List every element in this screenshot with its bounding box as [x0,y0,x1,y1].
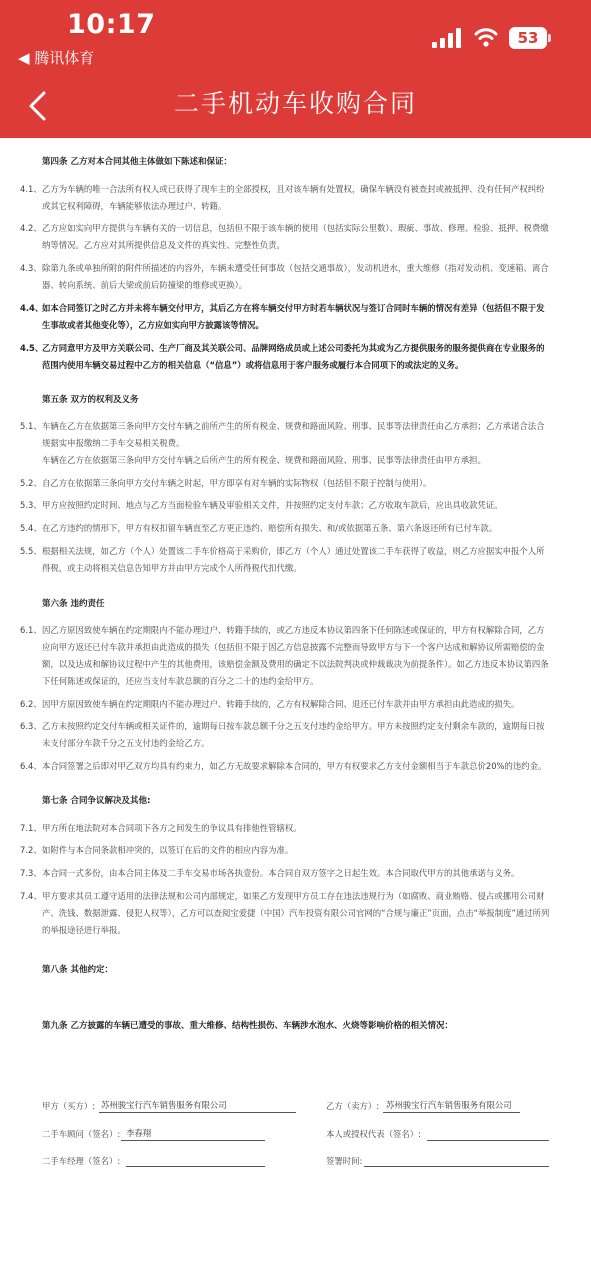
clause-number: 7.3、 [20,868,42,878]
clause-number: 7.2、 [20,845,42,855]
section-4-heading: 第四条 乙方对本合同其他主体做如下陈述和保证： [42,157,232,167]
clause-6-1: 因乙方原因致使车辆在约定期限内不能办理过户、转籍手续的，或乙方违反本协议第四条下任何陈述或保证的，甲方有权解除合同，乙方应向甲方返还已付车款并承担由此造成的损失（包括但不限于因乙方信息披露不完整而导致甲方与下一个客户达成和解协议所需赔偿的金额，以及达成和解协议过程中产生的其他费用，该赔偿金额及费用的确定不以法院判决或仲裁裁决为前提条件）。如乙方违反本协议第四条下任何陈述或保证的，还应当支付车款总额的百分之二十的违约金给甲方。 [42,625,549,686]
clause-4-2: 乙方应如实向甲方提供与车辆有关的一切信息，包括但不限于该车辆的使用（包括实际公里数）、瑕疵、事故、修理、检验、抵押、税费缴纳等情况。乙方应对其所提供信息及文件的真实性、完整性负责。 [42,223,549,250]
clause-number: 4.4、 [20,303,44,313]
clause-7-2: 如附件与本合同条款相冲突的，以签订在后的文件的相应内容为准。 [42,845,294,855]
party-a-value: 苏州骏宝行汽车销售服务有限公司 [101,1100,227,1110]
clause-4-1: 乙方为车辆的唯一合法所有权人或已获得了现车主的全部授权，且对该车辆有处置权，确保车辆没有被查封或被抵押、没有任何产权纠纷或其它权利障碍，车辆能够依法办理过户、转籍。 [42,184,545,211]
clause-number: 7.1、 [20,823,42,833]
clause-number: 4.2、 [20,223,42,233]
authorized-rep-signature-line [427,1140,549,1141]
wifi-icon [474,26,498,48]
clause-5-1-continued: 车辆在乙方在依据第三条向甲方交付车辆之后所产生的所有税金、规费和路面风险、刑事、民事等法律责任由甲方承担。 [42,455,486,465]
party-b-signature-line [383,1112,520,1113]
clause-number: 5.1、 [20,421,42,431]
clause-number: 5.3、 [20,500,42,510]
clause-number: 6.3、 [20,721,42,731]
clause-number: 6.1、 [20,625,42,635]
clause-4-5: 乙方同意甲方及甲方关联公司、生产厂商及其关联公司、品牌网络成员或上述公司委托为其或为乙方提供服务的服务提供商在专业服务的范围内使用车辆交易过程中乙方的相关信息（“信息”）或将信息用于客户服务或履行本合同项下的或法定的义务。 [42,343,545,370]
clause-number: 5.2、 [20,478,42,488]
cellular-signal-icon [432,28,462,48]
section-6-heading: 第六条 违约责任 [42,599,105,609]
clause-5-1: 车辆在乙方在依据第三条向甲方交付车辆之前所产生的所有税金、规费和路面风险、刑事、民事等法律责任由乙方承担；乙方承诺合法合规据实申报缴纳二手车交易相关税费。 [42,421,545,448]
party-b-label: 乙方（卖方）: [326,1101,380,1111]
party-a-label: 甲方（买方）: [42,1101,96,1111]
clause-5-3: 甲方应按照约定时间、地点与乙方当面检验车辆及审验相关文件，并按照约定支付车款；乙方收取车款后，应出具收款凭证。 [42,500,503,510]
advisor-label: 二手车顾问（签名）: [42,1129,121,1139]
page-title: 二手机动车收购合同 [173,89,417,118]
back-to-app-link[interactable]: ◀ 腾讯体育 [18,49,95,67]
battery-tip [548,34,551,42]
clause-7-1: 甲方所在地法院对本合同项下各方之间发生的争议具有排他性管辖权。 [42,823,302,833]
section-5-heading: 第五条 双方的权利及义务 [42,395,139,405]
section-8-heading: 第八条 其他约定： [42,965,113,975]
app-header [0,0,591,138]
section-7-heading: 第七条 合同争议解决及其他: [42,796,151,806]
manager-label: 二手车经理（签名）: [42,1156,121,1166]
party-a-signature-line [99,1112,296,1113]
sign-time-line [364,1166,549,1167]
sign-time-label: 签署时间: [326,1156,363,1166]
clause-7-4: 甲方要求其员工遵守适用的法律法规和公司内部规定，如果乙方发现甲方员工存在违法违规行为（如腐败、商业贿赂、侵占或挪用公司财产、洗钱、数据泄露、侵犯人权等），乙方可以查阅宝爱捷（中国）汽车投资有限公司官网的“合规与廉正”页面，点击“举报制度”通过所列的举报途径进行举报。 [42,891,550,935]
clause-number: 4.5、 [20,343,44,353]
advisor-value: 李春翔 [126,1128,152,1138]
clause-number: 6.2、 [20,699,42,709]
clause-5-4: 在乙方违约的情形下，甲方有权扣留车辆直至乙方更正违约、赔偿所有损失、和/或依据第五条、第六条返还所有已付车款。 [42,523,498,533]
clause-number: 6.4、 [20,761,42,771]
section-9-heading: 第九条 乙方披露的车辆已遭受的事故、重大维修、结构性损伤、车辆涉水泡水、火烧等影响价格的相关情况： [42,1021,453,1031]
clause-6-3: 乙方未按照约定交付车辆或相关证件的，逾期每日按车款总额千分之五支付违约金给甲方。甲方未按照约定支付剩余车款的，逾期每日按未支付部分车款千分之五支付违约金给乙方。 [42,721,545,748]
clause-number: 4.3、 [20,263,42,273]
party-b-value: 苏州骏宝行汽车销售服务有限公司 [386,1100,512,1110]
clause-4-3: 除第九条或单独所附的附件所描述的内容外，车辆未遭受任何事故（包括交通事故），发动机进水，重大维修（指对发动机、变速箱、离合器、转向系统、前后大梁或前后防撞梁的维修或更换）。 [42,263,549,290]
advisor-signature-line [121,1140,265,1141]
manager-signature-line [126,1166,265,1167]
clause-6-4: 本合同签署之后即对甲乙双方均具有约束力，如乙方无故要求解除本合同的，甲方有权要求乙方支付金额相当于车款总价20%的违约金。 [42,761,547,771]
clause-number: 7.4、 [20,891,42,901]
clause-4-4: 如本合同签订之时乙方并未将车辆交付甲方，其后乙方在将车辆交付甲方时若车辆状况与签订合同时车辆的情况有差异（包括但不限于发生事故或者其他变化等），乙方应如实向甲方披露该等情况。 [42,303,545,330]
battery-indicator: 53 [509,27,547,49]
clause-number: 4.1、 [20,184,42,194]
status-time: 10:17 [67,9,156,40]
clause-5-5: 根据相关法规，如乙方（个人）处置该二手车价格高于采购价，即乙方（个人）通过处置该二手车获得了收益，则乙方应据实申报个人所得税，或主动将相关信息告知甲方并由甲方完成个人所得税代扣代缴。 [42,546,545,573]
clause-5-2: 自乙方在依据第三条向甲方交付车辆之时起，甲方即享有对车辆的实际物权（包括但不限于控制与使用）。 [42,478,432,488]
clause-6-2: 因甲方原因致使车辆在约定期限内不能办理过户、转籍手续的，乙方有权解除合同、退还已付车款并由甲方承担由此造成的损失。 [42,699,520,709]
clause-7-3: 本合同一式多份，由本合同主体及二手车交易市场各执壹份。本合同自双方签字之日起生效。本合同取代甲方的其他承诺与义务。 [42,868,520,878]
clause-number: 5.5、 [20,546,42,556]
authorized-rep-label: 本人或授权代表（签名）: [326,1129,421,1139]
clause-number: 5.4、 [20,523,42,533]
